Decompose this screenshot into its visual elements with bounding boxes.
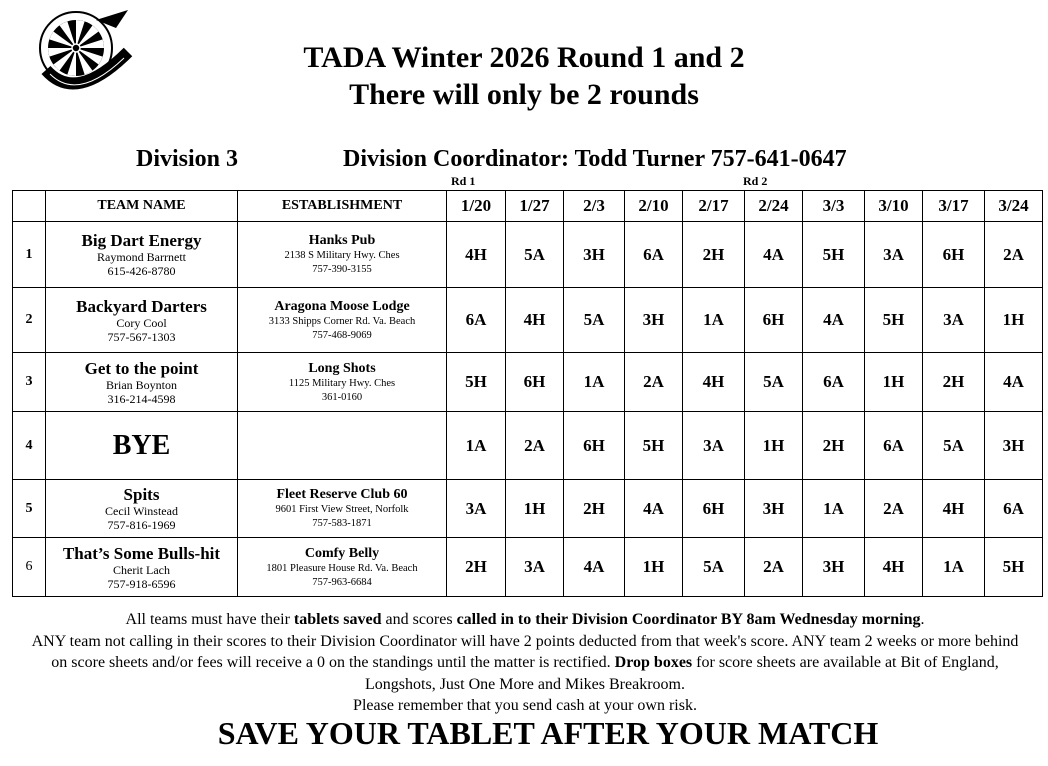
table-row bbox=[13, 412, 1043, 480]
team-cell bbox=[46, 222, 238, 288]
schedule-cell: 6A bbox=[447, 288, 506, 353]
team-cell bbox=[46, 288, 238, 353]
team-number: 5 bbox=[13, 480, 46, 538]
schedule-cell: 1A bbox=[803, 480, 865, 538]
team-cell bbox=[46, 538, 238, 597]
schedule-cell: 5H bbox=[985, 538, 1043, 597]
header-date: 2/3 bbox=[564, 191, 625, 222]
header-date: 2/10 bbox=[625, 191, 683, 222]
team-name: BYE bbox=[112, 430, 171, 461]
header-date: 3/10 bbox=[865, 191, 923, 222]
schedule-cell: 5A bbox=[923, 412, 985, 480]
team-cell bbox=[46, 480, 238, 538]
rules-text: . bbox=[920, 611, 925, 628]
team-cell bbox=[46, 353, 238, 412]
team-phone: 316-214-4598 bbox=[107, 391, 176, 406]
establishment-address: 3133 Shipps Corner Rd. Va. Beach bbox=[268, 315, 416, 327]
schedule-cell: 5A bbox=[564, 288, 625, 353]
schedule-cell: 2A bbox=[625, 353, 683, 412]
header-num bbox=[13, 191, 46, 222]
establishment-name: Comfy Belly bbox=[304, 545, 380, 561]
schedule-cell: 6H bbox=[506, 353, 564, 412]
team-number: 1 bbox=[13, 222, 46, 288]
schedule-cell: 1H bbox=[625, 538, 683, 597]
schedule-cell: 1H bbox=[745, 412, 803, 480]
team-phone: 757-567-1303 bbox=[107, 329, 176, 344]
header-establishment: ESTABLISHMENT bbox=[238, 191, 447, 222]
schedule-cell: 3A bbox=[506, 538, 564, 597]
schedule-cell: 4A bbox=[803, 288, 865, 353]
schedule-cell: 4A bbox=[564, 538, 625, 597]
schedule-cell: 1A bbox=[564, 353, 625, 412]
team-name: Big Dart Energy bbox=[81, 231, 202, 250]
rules-text: for score sheets are available at Bit of England, Longshots, Just One More and Mikes Breakroom. bbox=[365, 654, 999, 693]
header-date: 3/17 bbox=[923, 191, 985, 222]
schedule-cell: 1A bbox=[683, 288, 745, 353]
team-name: That’s Some Bulls-hit bbox=[62, 543, 221, 563]
page-title: TADA Winter 2026 Round 1 and 2 bbox=[303, 41, 745, 74]
schedule-cell: 5A bbox=[506, 222, 564, 288]
round-1-label: Rd 1 bbox=[451, 174, 476, 188]
schedule-cell: 3A bbox=[447, 480, 506, 538]
establishment-phone: 757-468-9069 bbox=[312, 329, 372, 341]
establishment-address: 9601 First View Street, Norfolk bbox=[275, 504, 409, 515]
table-row bbox=[13, 353, 1043, 412]
schedule-cell: 2A bbox=[506, 412, 564, 480]
establishment-cell bbox=[238, 222, 447, 288]
schedule-cell: 3A bbox=[865, 222, 923, 288]
schedule-cell: 1H bbox=[865, 353, 923, 412]
team-captain: Raymond Barrnett bbox=[97, 250, 186, 264]
schedule-cell: 5H bbox=[625, 412, 683, 480]
schedule-cell: 2H bbox=[803, 412, 865, 480]
team-captain: Cecil Winstead bbox=[105, 504, 178, 518]
schedule-cell: 3H bbox=[985, 412, 1043, 480]
schedule-cell: 2A bbox=[745, 538, 803, 597]
schedule-table bbox=[12, 190, 1043, 597]
schedule-cell: 2A bbox=[985, 222, 1043, 288]
schedule-cell: 4H bbox=[865, 538, 923, 597]
table-row bbox=[13, 288, 1043, 353]
schedule-cell: 4H bbox=[447, 222, 506, 288]
rules-text: ANY team not calling in their scores to their Division Coordinator will have 2 points deducted from that week's score. ANY team 2 weeks or more behind on score sheets and/or fees will receive a 0 on the standings until the matter is rectified. bbox=[31, 632, 1019, 671]
schedule-cell: 5A bbox=[683, 538, 745, 597]
table-row bbox=[13, 222, 1043, 288]
schedule-cell: 4A bbox=[985, 353, 1043, 412]
schedule-cell: 4A bbox=[745, 222, 803, 288]
team-phone: 615-426-8780 bbox=[107, 264, 176, 278]
schedule-cell: 4H bbox=[683, 353, 745, 412]
schedule-cell: 2H bbox=[564, 480, 625, 538]
schedule-cell: 1H bbox=[985, 288, 1043, 353]
schedule-cell: 5H bbox=[865, 288, 923, 353]
establishment-name: Fleet Reserve Club 60 bbox=[276, 487, 408, 502]
team-phone: 757-918-6596 bbox=[107, 576, 176, 591]
schedule-cell: 2H bbox=[683, 222, 745, 288]
schedule-cell: 1A bbox=[447, 412, 506, 480]
team-name: Spits bbox=[123, 485, 160, 504]
table-row bbox=[13, 480, 1043, 538]
establishment-address: 1801 Pleasure House Rd. Va. Beach bbox=[266, 562, 418, 574]
schedule-cell: 2H bbox=[447, 538, 506, 597]
save-tablet-banner: SAVE YOUR TABLET AFTER YOUR MATCH bbox=[217, 715, 879, 751]
schedule-cell: 6H bbox=[923, 222, 985, 288]
team-name: Get to the point bbox=[84, 358, 199, 378]
team-cell bbox=[46, 412, 238, 480]
rules-emphasis: called in to their Division Coordinator BY 8am Wednesday morning bbox=[456, 611, 921, 628]
schedule-cell: 3A bbox=[683, 412, 745, 480]
establishment-cell bbox=[238, 288, 447, 353]
division-label: Division 3 bbox=[136, 146, 239, 172]
schedule-cell: 4H bbox=[506, 288, 564, 353]
header-date: 1/20 bbox=[447, 191, 506, 222]
establishment-phone: 361-0160 bbox=[321, 391, 363, 403]
header-team-name: TEAM NAME bbox=[46, 191, 238, 222]
establishment-phone: 757-583-1871 bbox=[312, 518, 372, 529]
schedule-cell: 6A bbox=[803, 353, 865, 412]
schedule-cell: 1H bbox=[506, 480, 564, 538]
team-captain: Brian Boynton bbox=[106, 377, 177, 392]
schedule-cell: 5A bbox=[745, 353, 803, 412]
rules-text: Please remember that you send cash at your own risk. bbox=[353, 697, 697, 714]
table-row bbox=[13, 538, 1043, 597]
rules-text: All teams must have their bbox=[125, 611, 294, 628]
team-number: 6 bbox=[13, 538, 46, 597]
schedule-cell: 2A bbox=[865, 480, 923, 538]
schedule-cell: 6A bbox=[865, 412, 923, 480]
division-coordinator: Division Coordinator: Todd Turner 757-641-0647 bbox=[343, 146, 847, 172]
rules-emphasis: tablets saved bbox=[293, 611, 382, 628]
establishment-phone: 757-963-6684 bbox=[312, 576, 372, 588]
establishment-name: Hanks Pub bbox=[308, 233, 376, 248]
establishment-cell bbox=[238, 538, 447, 597]
schedule-cell: 3H bbox=[745, 480, 803, 538]
establishment-name: Long Shots bbox=[308, 360, 376, 376]
header-date: 1/27 bbox=[506, 191, 564, 222]
rules-text: and scores bbox=[381, 611, 457, 628]
team-phone: 757-816-1969 bbox=[107, 518, 176, 532]
schedule-cell: 4A bbox=[625, 480, 683, 538]
schedule-cell: 3H bbox=[625, 288, 683, 353]
establishment-cell bbox=[238, 353, 447, 412]
header-row bbox=[13, 191, 1043, 222]
schedule-cell: 1A bbox=[923, 538, 985, 597]
team-number: 2 bbox=[13, 288, 46, 353]
team-captain: Cory Cool bbox=[116, 315, 167, 330]
establishment-name: Aragona Moose Lodge bbox=[274, 298, 410, 314]
header-date: 2/24 bbox=[745, 191, 803, 222]
schedule-cell: 6A bbox=[625, 222, 683, 288]
schedule-cell: 6A bbox=[985, 480, 1043, 538]
header-date: 2/17 bbox=[683, 191, 745, 222]
team-name: Backyard Darters bbox=[76, 296, 207, 316]
establishment-cell bbox=[238, 412, 447, 480]
schedule-cell: 6H bbox=[564, 412, 625, 480]
schedule-cell: 5H bbox=[447, 353, 506, 412]
round-2-label: Rd 2 bbox=[743, 174, 768, 188]
schedule-cell: 5H bbox=[803, 222, 865, 288]
team-number: 3 bbox=[13, 353, 46, 412]
header-date: 3/24 bbox=[985, 191, 1043, 222]
schedule-cell: 2H bbox=[923, 353, 985, 412]
schedule-cell: 6H bbox=[683, 480, 745, 538]
establishment-address: 2138 S Military Hwy. Ches bbox=[284, 250, 400, 261]
page-subtitle: There will only be 2 rounds bbox=[349, 78, 699, 111]
header-date: 3/3 bbox=[803, 191, 865, 222]
establishment-address: 1125 Military Hwy. Ches bbox=[288, 377, 396, 389]
schedule-cell: 4H bbox=[923, 480, 985, 538]
team-number: 4 bbox=[13, 412, 46, 480]
schedule-cell: 3A bbox=[923, 288, 985, 353]
establishment-cell bbox=[238, 480, 447, 538]
rules-emphasis: Drop boxes bbox=[614, 654, 693, 671]
establishment-phone: 757-390-3155 bbox=[312, 264, 372, 275]
schedule-cell: 3H bbox=[803, 538, 865, 597]
rules-notice bbox=[30, 609, 1020, 717]
schedule-cell: 3H bbox=[564, 222, 625, 288]
schedule-cell: 6H bbox=[745, 288, 803, 353]
team-captain: Cherit Lach bbox=[113, 562, 170, 577]
